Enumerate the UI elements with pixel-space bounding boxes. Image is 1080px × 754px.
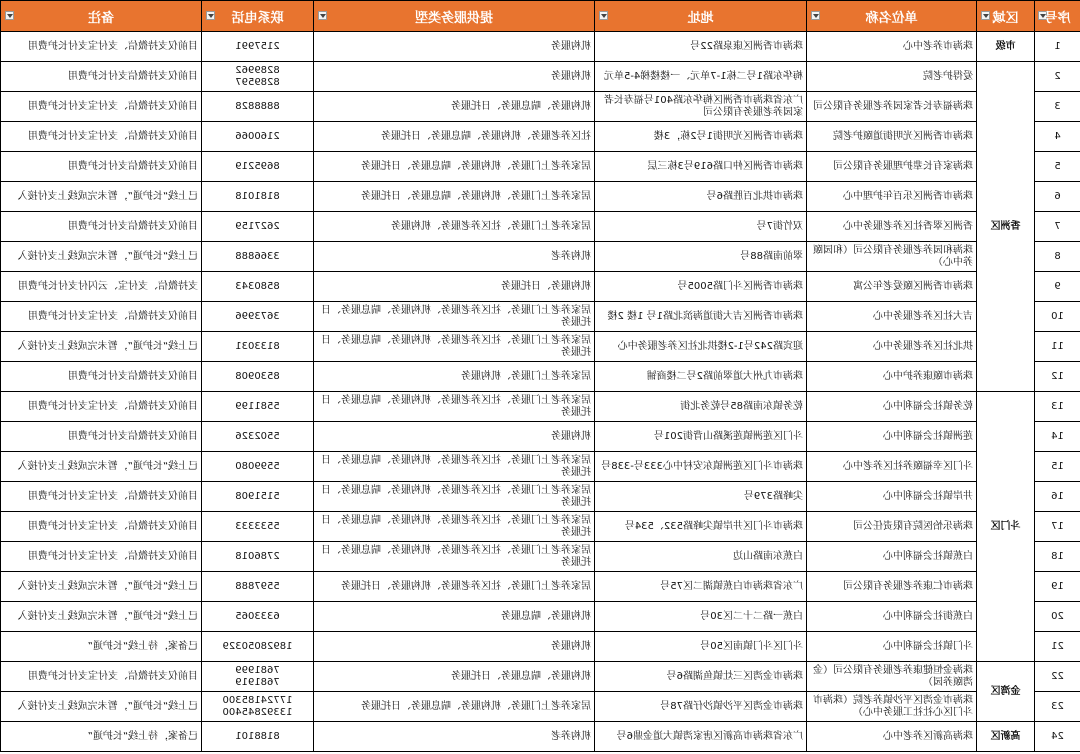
table-row [1, 32, 1080, 62]
table-row [1, 452, 1080, 482]
cell-services[interactable]: 居家养老上门服务、社区养老服务、机构服务、日托服务 [314, 572, 595, 602]
cell-services[interactable]: 居家养老上门服务、社区养老服务、机构服务、喘息服务、日托服务 [314, 512, 595, 542]
cell-phone[interactable]: 18928050329 [202, 632, 314, 662]
cell-notes[interactable]: 支持微信、支付宝、云闪付支付长护费用 [1, 272, 202, 302]
cell-services[interactable]: 居家养老上门服务、社区养老服务、机构服务、喘息服务、日托服务 [314, 392, 595, 422]
cell-phone[interactable]: 3673996 [202, 302, 314, 332]
cell-unit[interactable]: 珠海市金湾区平沙镇养老院（珠海市斗门区心社社工服务中心） [807, 692, 977, 722]
cell-notes[interactable]: 目前仅支持微信、支付宝支付长护费用 [1, 302, 202, 332]
cell-seq[interactable]: 2 [1035, 62, 1080, 92]
cell-notes[interactable]: 已备案，待上线“长护通” [1, 632, 202, 662]
cell-unit[interactable]: 珠海乐怡医院有限责任公司 [807, 512, 977, 542]
cell-seq[interactable]: 6 [1035, 182, 1080, 212]
cell-services[interactable]: 居家养老上门服务、机构服务 [314, 362, 595, 392]
cell-phone[interactable]: 5533333 [202, 512, 314, 542]
cell-seq[interactable]: 10 [1035, 302, 1080, 332]
cell-seq[interactable]: 24 [1035, 722, 1080, 752]
cell-seq[interactable]: 22 [1035, 662, 1080, 692]
header-phone[interactable]: 联系电话 [202, 1, 314, 32]
cell-phone[interactable]: 8133031 [202, 332, 314, 362]
cell-seq[interactable]: 7 [1035, 212, 1080, 242]
cell-services[interactable]: 居家养老上门服务、社区养老服务、机构服务、喘息服务、日托服务 [314, 302, 595, 332]
cell-address[interactable]: 珠海市九州大道翠前路2号二楼商铺 [595, 362, 807, 392]
cell-services[interactable]: 居家养老上门服务、社区养老服务、机构服务、喘息服务、日托服务 [314, 332, 595, 362]
cell-address[interactable]: 翠前南路88号 [595, 242, 807, 272]
cell-phone[interactable]: 6333065 [202, 602, 314, 632]
cell-notes[interactable]: 目前仅支持微信、支付宝支付长护费用 [1, 122, 202, 152]
cell-services[interactable]: 机构养老 [314, 242, 595, 272]
cell-district[interactable]: 高新区 [977, 722, 1035, 752]
cell-phone[interactable]: 17724185300 13392845400 [202, 692, 314, 722]
table-row [1, 362, 1080, 392]
header-address[interactable]: 地址 [595, 1, 807, 32]
cell-address[interactable]: 珠海市香洲区康泉路22号 [595, 32, 807, 62]
cell-unit[interactable]: 珠海福寿长者家园养老服务有限公司 [807, 92, 977, 122]
cell-seq[interactable]: 3 [1035, 92, 1080, 122]
cell-services[interactable]: 机构服务、日托服务 [314, 272, 595, 302]
cell-seq[interactable]: 18 [1035, 542, 1080, 572]
cell-notes[interactable]: 目前仅支持微信支付长护费用 [1, 422, 202, 452]
cell-address[interactable]: 广东省珠海市香洲区梅华东路401号福寿长者家园养老服务有限公司 [595, 92, 807, 122]
cell-unit[interactable]: 珠海和园养老服务有限公司（和园颐养中心） [807, 242, 977, 272]
cell-address[interactable]: 珠海市金湾区平沙镇沙仔路78号 [595, 692, 807, 722]
table-row [1, 212, 1080, 242]
cell-phone[interactable]: 5151908 [202, 482, 314, 512]
cell-phone[interactable]: 8580343 [202, 272, 314, 302]
cell-address[interactable]: 珠海市香洲区光明街1号2栋，3楼 [595, 122, 807, 152]
cell-address[interactable]: 珠海市斗门区莲洲镇东安村中心333号-338号 [595, 452, 807, 482]
cell-seq[interactable]: 21 [1035, 632, 1080, 662]
table-row [1, 272, 1080, 302]
cell-notes[interactable]: 目前仅支持微信、支付宝支付长护费用 [1, 32, 202, 62]
cell-services[interactable]: 机构服务、喘息服务、日托服务 [314, 662, 595, 692]
cell-address[interactable]: 珠海市斗门区井岸镇尖峰路532、534号 [595, 512, 807, 542]
cell-unit[interactable]: 吉大社区养老服务中心 [807, 302, 977, 332]
table-row [1, 152, 1080, 182]
cell-unit[interactable]: 莲洲镇社会福利中心 [807, 422, 977, 452]
cell-notes[interactable]: 已上线“长护通”，暂未完成线上支付接入 [1, 182, 202, 212]
cell-unit[interactable]: 爱得护老院 [807, 62, 977, 92]
cell-phone[interactable]: 5581199 [202, 392, 314, 422]
cell-notes[interactable]: 已上线“长护通”，暂未完成线上支付接入 [1, 692, 202, 722]
cell-address[interactable]: 广东省珠海市白蕉镇湖二区75号 [595, 572, 807, 602]
cell-services[interactable]: 居家养老上门服务、机构服务、喘息服务、日托服务 [314, 182, 595, 212]
table-row [1, 242, 1080, 272]
cell-seq[interactable]: 17 [1035, 512, 1080, 542]
cell-address[interactable]: 双竹街7号 [595, 212, 807, 242]
cell-address[interactable]: 广东省珠海市高新区唐家湾镇大道金鼎6号 [595, 722, 807, 752]
cell-phone[interactable]: 2157991 [202, 32, 314, 62]
cell-unit[interactable]: 斗门镇社会福利中心 [807, 632, 977, 662]
cell-phone[interactable]: 7681999 7681919 [202, 662, 314, 692]
cell-services[interactable]: 居家养老上门服务、社区养老服务、机构服务 [314, 212, 595, 242]
cell-services[interactable]: 居家养老上门服务、社区养老服务、机构服务、喘息服务、日托服务 [314, 452, 595, 482]
cell-unit[interactable]: 乾务镇社会福利中心 [807, 392, 977, 422]
cell-notes[interactable]: 目前仅支持微信支付长护费用 [1, 362, 202, 392]
table-row [1, 632, 1080, 662]
header-seq[interactable]: 序号 [1035, 1, 1080, 32]
cell-seq[interactable]: 4 [1035, 122, 1080, 152]
cell-unit[interactable]: 珠海高新区养老中心 [807, 722, 977, 752]
table-row [1, 302, 1080, 332]
cell-seq[interactable]: 5 [1035, 152, 1080, 182]
cell-notes[interactable]: 目前仅支持微信、支付宝支付长护费用 [1, 662, 202, 692]
table-row [1, 512, 1080, 542]
table-row [1, 482, 1080, 512]
cell-unit[interactable]: 珠海市香洲区颐爱老年公寓 [807, 272, 977, 302]
cell-seq[interactable]: 12 [1035, 362, 1080, 392]
table-row [1, 422, 1080, 452]
cell-notes[interactable]: 已上线“长护通”，暂未完成线上支付接入 [1, 452, 202, 482]
cell-address[interactable]: 珠海市香洲区仲口路619号3栋三层 [595, 152, 807, 182]
header-notes[interactable]: 备注 [1, 1, 202, 32]
cell-phone[interactable]: 5597888 [202, 572, 314, 602]
cell-notes[interactable]: 目前仅支持微信、支付宝支付长护费用 [1, 392, 202, 422]
table-row [1, 662, 1080, 692]
cell-unit[interactable]: 拱北社区养老服务中心 [807, 332, 977, 362]
table-row [1, 122, 1080, 152]
cell-address[interactable]: 珠海市香洲区吉大街道海滨北路1号 1楼 2楼 [595, 302, 807, 332]
cell-district[interactable]: 金湾区 [977, 662, 1035, 722]
cell-address[interactable]: 梅华东路1号二栋1-7单元、一楼楼梯4-5单元 [595, 62, 807, 92]
cell-unit[interactable]: 白蕉镇社会福利中心 [807, 542, 977, 572]
table-body [1, 32, 1080, 752]
cell-unit[interactable]: 珠海市养老中心 [807, 32, 977, 62]
cell-address[interactable]: 乾务镇东南路85号乾务北街 [595, 392, 807, 422]
cell-address[interactable]: 白蕉东南路山边 [595, 542, 807, 572]
cell-phone[interactable]: 8188101 [202, 722, 314, 752]
cell-services[interactable]: 社区养老服务、机构服务、喘息服务、日托服务 [314, 122, 595, 152]
table-row [1, 62, 1080, 92]
cell-unit[interactable]: 斗门区幸福颐养社区养老中心 [807, 452, 977, 482]
cell-notes[interactable]: 已上线“长护通”，暂未完成线上支付接入 [1, 572, 202, 602]
cell-phone[interactable]: 8181018 [202, 182, 314, 212]
header-services[interactable]: 提供服务类型 [314, 1, 595, 32]
cell-services[interactable]: 机构服务 [314, 62, 595, 92]
cell-seq[interactable]: 15 [1035, 452, 1080, 482]
table-row [1, 692, 1080, 722]
cell-services[interactable]: 居家养老上门服务、机构服务、喘息服务、日托服务 [314, 152, 595, 182]
cell-notes[interactable]: 目前仅支持微信、支付宝支付长护费用 [1, 482, 202, 512]
cell-services[interactable]: 机构服务 [314, 632, 595, 662]
header-district[interactable]: 区域 [977, 1, 1035, 32]
cell-phone[interactable]: 8289962 8289597 [202, 62, 314, 92]
table-row [1, 332, 1080, 362]
cell-unit[interactable]: 珠海金恒健康养老服务有限公司（金湾颐养园） [807, 662, 977, 692]
cell-seq[interactable]: 14 [1035, 422, 1080, 452]
cell-phone[interactable]: 3366888 [202, 242, 314, 272]
cell-notes[interactable]: 已上线“长护通”，暂未完成线上支付接入 [1, 332, 202, 362]
cell-district[interactable]: 香洲区 [977, 62, 1035, 392]
cell-unit[interactable]: 井岸镇社会福利中心 [807, 482, 977, 512]
cell-services[interactable]: 居家养老上门服务、社区养老服务、机构服务、喘息服务、日托服务 [314, 542, 595, 572]
cell-notes[interactable]: 目前仅支持微信支付长护费用 [1, 212, 202, 242]
cell-address[interactable]: 斗门区莲洲镇莲溪路山背街201号 [595, 422, 807, 452]
cell-unit[interactable]: 珠海市香洲区光明街道颐护老院 [807, 122, 977, 152]
cell-unit[interactable]: 珠海市颐康养护中心 [807, 362, 977, 392]
cell-seq[interactable]: 13 [1035, 392, 1080, 422]
header-unit[interactable]: 单位名称 [807, 1, 977, 32]
cell-seq[interactable]: 16 [1035, 482, 1080, 512]
cell-unit[interactable]: 白蕉街社会福利中心 [807, 602, 977, 632]
cell-phone[interactable]: 8695219 [202, 152, 314, 182]
cell-unit[interactable]: 珠海家有长辈护理服务有限公司 [807, 152, 977, 182]
cell-notes[interactable]: 目前仅支持微信、支付宝支付长护费用 [1, 542, 202, 572]
cell-phone[interactable]: 2160066 [202, 122, 314, 152]
table-row [1, 602, 1080, 632]
cell-address[interactable]: 尖峰路379号 [595, 482, 807, 512]
cell-address[interactable]: 珠海市拱北百胜路6号 [595, 182, 807, 212]
cell-seq[interactable]: 23 [1035, 692, 1080, 722]
cell-phone[interactable]: 5599080 [202, 452, 314, 482]
cell-services[interactable]: 机构服务、喘息服务、日托服务 [314, 92, 595, 122]
cell-seq[interactable]: 11 [1035, 332, 1080, 362]
cell-services[interactable]: 机构服务、喘息服务 [314, 602, 595, 632]
cell-notes[interactable]: 已备案，待上线“长护通” [1, 722, 202, 752]
cell-unit[interactable]: 珠海市仁康养老服务有限公司 [807, 572, 977, 602]
cell-notes[interactable]: 已上线“长护通”，暂未完成线上支付接入 [1, 602, 202, 632]
cell-seq[interactable]: 9 [1035, 272, 1080, 302]
cell-notes[interactable]: 目前仅支持微信支付长护费用 [1, 62, 202, 92]
cell-district[interactable]: 斗门区 [977, 392, 1035, 662]
cell-seq[interactable]: 19 [1035, 572, 1080, 602]
cell-services[interactable]: 机构服务 [314, 32, 595, 62]
cell-address[interactable]: 珠海市香洲区斗门路5005号 [595, 272, 807, 302]
header-row [1, 1, 1080, 32]
cell-phone[interactable]: 8530908 [202, 362, 314, 392]
cell-district[interactable]: 市级 [977, 32, 1035, 62]
table-row [1, 542, 1080, 572]
cell-seq[interactable]: 20 [1035, 602, 1080, 632]
cell-phone[interactable]: 8888828 [202, 92, 314, 122]
cell-unit[interactable]: 珠海市香洲区乐百年护理中心 [807, 182, 977, 212]
cell-address[interactable]: 斗门区斗门镇南区50号 [595, 632, 807, 662]
cell-phone[interactable]: 2627159 [202, 212, 314, 242]
table-row [1, 92, 1080, 122]
cell-notes[interactable]: 目前仅支持微信、支付宝支付长护费用 [1, 92, 202, 122]
cell-phone[interactable]: 5502326 [202, 422, 314, 452]
cell-services[interactable]: 居家养老上门服务、社区养老服务、机构服务、喘息服务、日托服务 [314, 482, 595, 512]
cell-notes[interactable]: 目前仅支持微信、支付宝支付长护费用 [1, 512, 202, 542]
cell-notes[interactable]: 目前仅支持微信支付长护费用 [1, 152, 202, 182]
cell-address[interactable]: 白蕉一路二十二区30号 [595, 602, 807, 632]
cell-address[interactable]: 珠海市金湾区三灶镇鱼湖路6号 [595, 662, 807, 692]
cell-unit[interactable]: 香洲区翠香社区养老服务中心 [807, 212, 977, 242]
cell-address[interactable]: 迎宾路242号1-2楼拱北社区养老服务中心 [595, 332, 807, 362]
cell-services[interactable]: 居家养老上门服务、机构服务、喘息服务、日托服务 [314, 692, 595, 722]
cell-phone[interactable]: 2786018 [202, 542, 314, 572]
cell-seq[interactable]: 1 [1035, 32, 1080, 62]
table-row [1, 392, 1080, 422]
cell-services[interactable]: 机构养老 [314, 722, 595, 752]
cell-services[interactable]: 机构服务 [314, 422, 595, 452]
cell-notes[interactable]: 已上线“长护通”，暂未完成线上支付接入 [1, 242, 202, 272]
table-row [1, 572, 1080, 602]
table-row [1, 722, 1080, 752]
cell-seq[interactable]: 8 [1035, 242, 1080, 272]
table-row [1, 182, 1080, 212]
